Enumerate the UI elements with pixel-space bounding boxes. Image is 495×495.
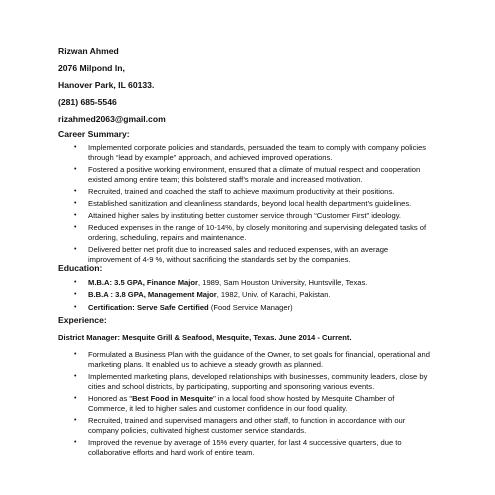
career-summary-heading: Career Summary:: [58, 129, 130, 139]
education-heading: Education:: [58, 263, 103, 273]
contact-street: 2076 Milpond ln,: [58, 63, 125, 73]
career-summary-text: Established sanitization and cleanliness standards, beyond local health department’s guidelines.: [88, 199, 412, 208]
experience-text: Recruited, trained and supervised managers and other staff, to function in accordance with our company policies, cultivated highest customer service standards.: [88, 416, 406, 435]
experience-text: Formulated a Business Plan with the guidance of the Owner, to set goals for financial, operational and marketing plans. It enabled us to achieve a steady growth as planned.: [88, 350, 430, 369]
bullet-icon: •: [74, 395, 77, 402]
contact-email[interactable]: rizahmed2063@gmail.com: [58, 114, 166, 124]
career-summary-item: [74, 211, 434, 221]
bullet-icon: •: [74, 246, 77, 253]
career-summary-text: Reduced expenses in the range of 10-14%, by closely monitoring and supervising delegated tasks of ordering, scheduling, repairs and maintenance.: [88, 223, 427, 242]
experience-item: [74, 394, 434, 414]
career-summary-item: [74, 245, 434, 265]
experience-list: [74, 350, 434, 460]
career-summary-text: Attained higher sales by instituting better customer service through “Customer First” ideology.: [88, 211, 402, 220]
career-summary-text: Recruited, trained and coached the staff to achieve maximum productivity at their positions.: [88, 187, 395, 196]
experience-text-continued: " in a local food show hosted by Mesquite Chamber of Commerce, it led to higher sales and customer confidence in our food quality.: [88, 394, 395, 413]
experience-text: Improved the revenue by average of 15% every quarter, for last 4 successive quarters, due to collaborative efforts and hard work of entire team.: [88, 438, 402, 457]
bullet-icon: •: [74, 212, 77, 219]
experience-item: [74, 438, 434, 458]
education-detail: (Food Service Manager): [208, 302, 293, 312]
career-summary-item: [74, 165, 434, 185]
bullet-icon: •: [74, 224, 77, 231]
bullet-icon: •: [74, 144, 77, 151]
bullet-icon: •: [74, 166, 77, 173]
bullet-icon: •: [74, 373, 77, 380]
experience-text: Implemented marketing plans, developed relationships with businesses, community leaders, close by cities and school districts, by participating, supporting and sponsoring various events.: [88, 372, 428, 391]
education-degree: B.B.A : 3.8 GPA, Management Major: [88, 290, 217, 300]
bullet-icon: •: [74, 200, 77, 207]
career-summary-text: Delivered better net profit due to increased sales and reduced expenses, with an average improvement of 4-9 %, without sacrificing the standards set by the companies.: [88, 245, 389, 264]
career-summary-item: [74, 143, 434, 163]
education-item: [74, 290, 454, 300]
bullet-icon: •: [74, 291, 77, 299]
education-detail: , 1982, Univ. of Karachi, Pakistan.: [216, 290, 331, 300]
education-item: [74, 278, 454, 288]
contact-name: Rizwan Ahmed: [58, 46, 119, 56]
education-item: [74, 303, 454, 313]
bullet-icon: •: [74, 439, 77, 446]
bullet-icon: •: [74, 351, 77, 358]
experience-text: Honored as ": [88, 394, 133, 403]
career-summary-item: [74, 223, 434, 243]
bullet-icon: •: [74, 417, 77, 424]
education-degree: M.B.A: 3.5 GPA, Finance Major: [88, 278, 198, 287]
career-summary-item: [74, 199, 434, 209]
career-summary-text: Fostered a positive working environment, ensured that a climate of mutual respect and cooperation existed among entire team; this bolstered staff’s morale and increased motivation.: [88, 165, 421, 184]
experience-item: [74, 372, 434, 392]
contact-city: Hanover Park, IL 60133.: [58, 80, 155, 90]
experience-heading: Experience:: [58, 315, 107, 325]
education-detail: , 1989, Sam Houston University, Huntsville, Texas.: [198, 278, 368, 287]
experience-item: [74, 350, 434, 370]
education-degree: Certification: Serve Safe Certified: [88, 302, 209, 312]
bullet-icon: •: [74, 279, 77, 286]
job-title: District Manager: Mesquite Grill & Seafood, Mesquite, Texas. June 2014 - Current.: [58, 333, 352, 342]
contact-phone: (281) 685-5546: [58, 97, 117, 107]
bullet-icon: •: [74, 303, 77, 311]
experience-highlight: Best Food in Mesquite: [132, 394, 214, 403]
education-list: [74, 278, 454, 315]
career-summary-item: [74, 187, 434, 197]
experience-item: [74, 416, 434, 436]
bullet-icon: •: [74, 188, 77, 195]
career-summary-list: [74, 143, 434, 267]
career-summary-text: Implemented corporate policies and standards, persuaded the team to comply with company policies through “lead by example” approach, and achieved improved operations.: [88, 143, 427, 162]
